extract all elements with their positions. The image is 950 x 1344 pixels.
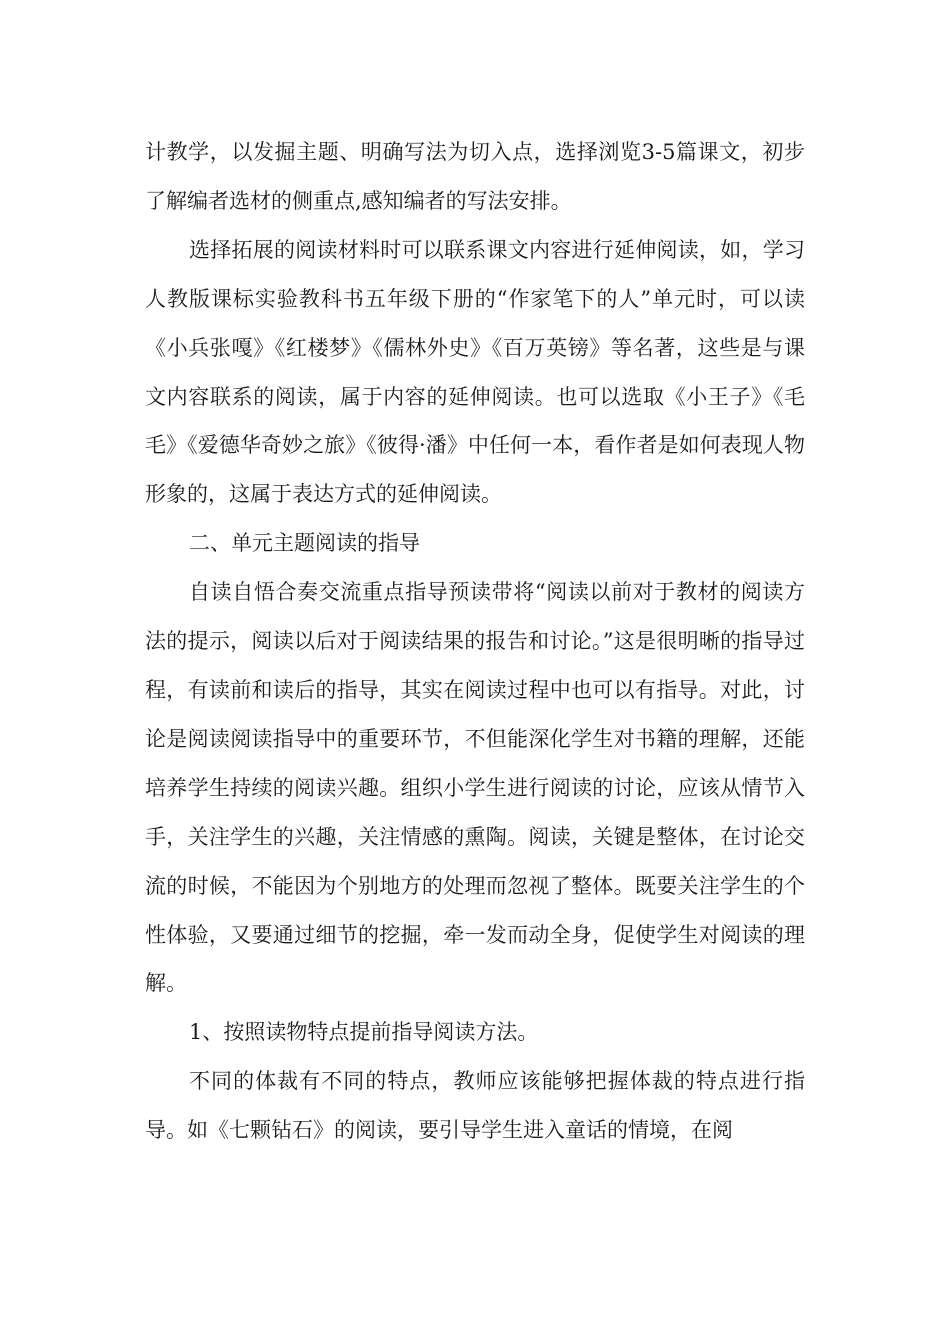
- paragraph-continuation: 计教学，以发掘主题、明确写法为切入点，选择浏览3-5篇课文，初步了解编者选材的侧重点,感知编者的写法安排。: [145, 140, 805, 213]
- paragraph-genre-guidance: 不同的体裁有不同的特点，教师应该能够把握体裁的特点进行指导。如《七颗钻石》的阅读，要引导学生进入童话的情境，在阅: [145, 1069, 805, 1143]
- section-heading-unit-theme-guidance: 二、单元主题阅读的指导: [189, 531, 420, 556]
- document-body: [145, 128, 805, 1155]
- paragraph-reading-discussion: 自读自悟合奏交流重点指导预读带将“阅读以前对于教材的阅读方法的提示，阅读以后对于阅读结果的报告和讨论。”这是很明晰的指导过程，有读前和读后的指导，其实在阅读过程中也可以有指导。对此，讨论是阅读阅读指导中的重要环节，不但能深化学生对书籍的理解，还能培养学生持续的阅读兴趣。组织小学生进行阅读的讨论，应该从情节入手，关注学生的兴趣，关注情感的熏陶。阅读，关键是整体，在讨论交流的时候，不能因为个别地方的处理而忽视了整体。既要关注学生的个性体验，又要通过细节的挖掘，牵一发而动全身，促使学生对阅读的理解。: [145, 580, 805, 996]
- subheading-reading-methods: 1、按照读物特点提前指导阅读方法。: [189, 1020, 539, 1045]
- paragraph-extended-reading: 选择拓展的阅读材料时可以联系课文内容进行延伸阅读，如，学习人教版课标实验教科书五年级下册的“作家笔下的人”单元时，可以读《小兵张嘎》《红楼梦》《儒林外史》《百万英镑》等名著，这些是与课文内容联系的阅读，属于内容的延伸阅读。也可以选取《小王子》《毛毛》《爱德华奇妙之旅》《彼得·潘》中任何一本，看作者是如何表现人物形象的，这属于表达方式的延伸阅读。: [145, 237, 805, 507]
